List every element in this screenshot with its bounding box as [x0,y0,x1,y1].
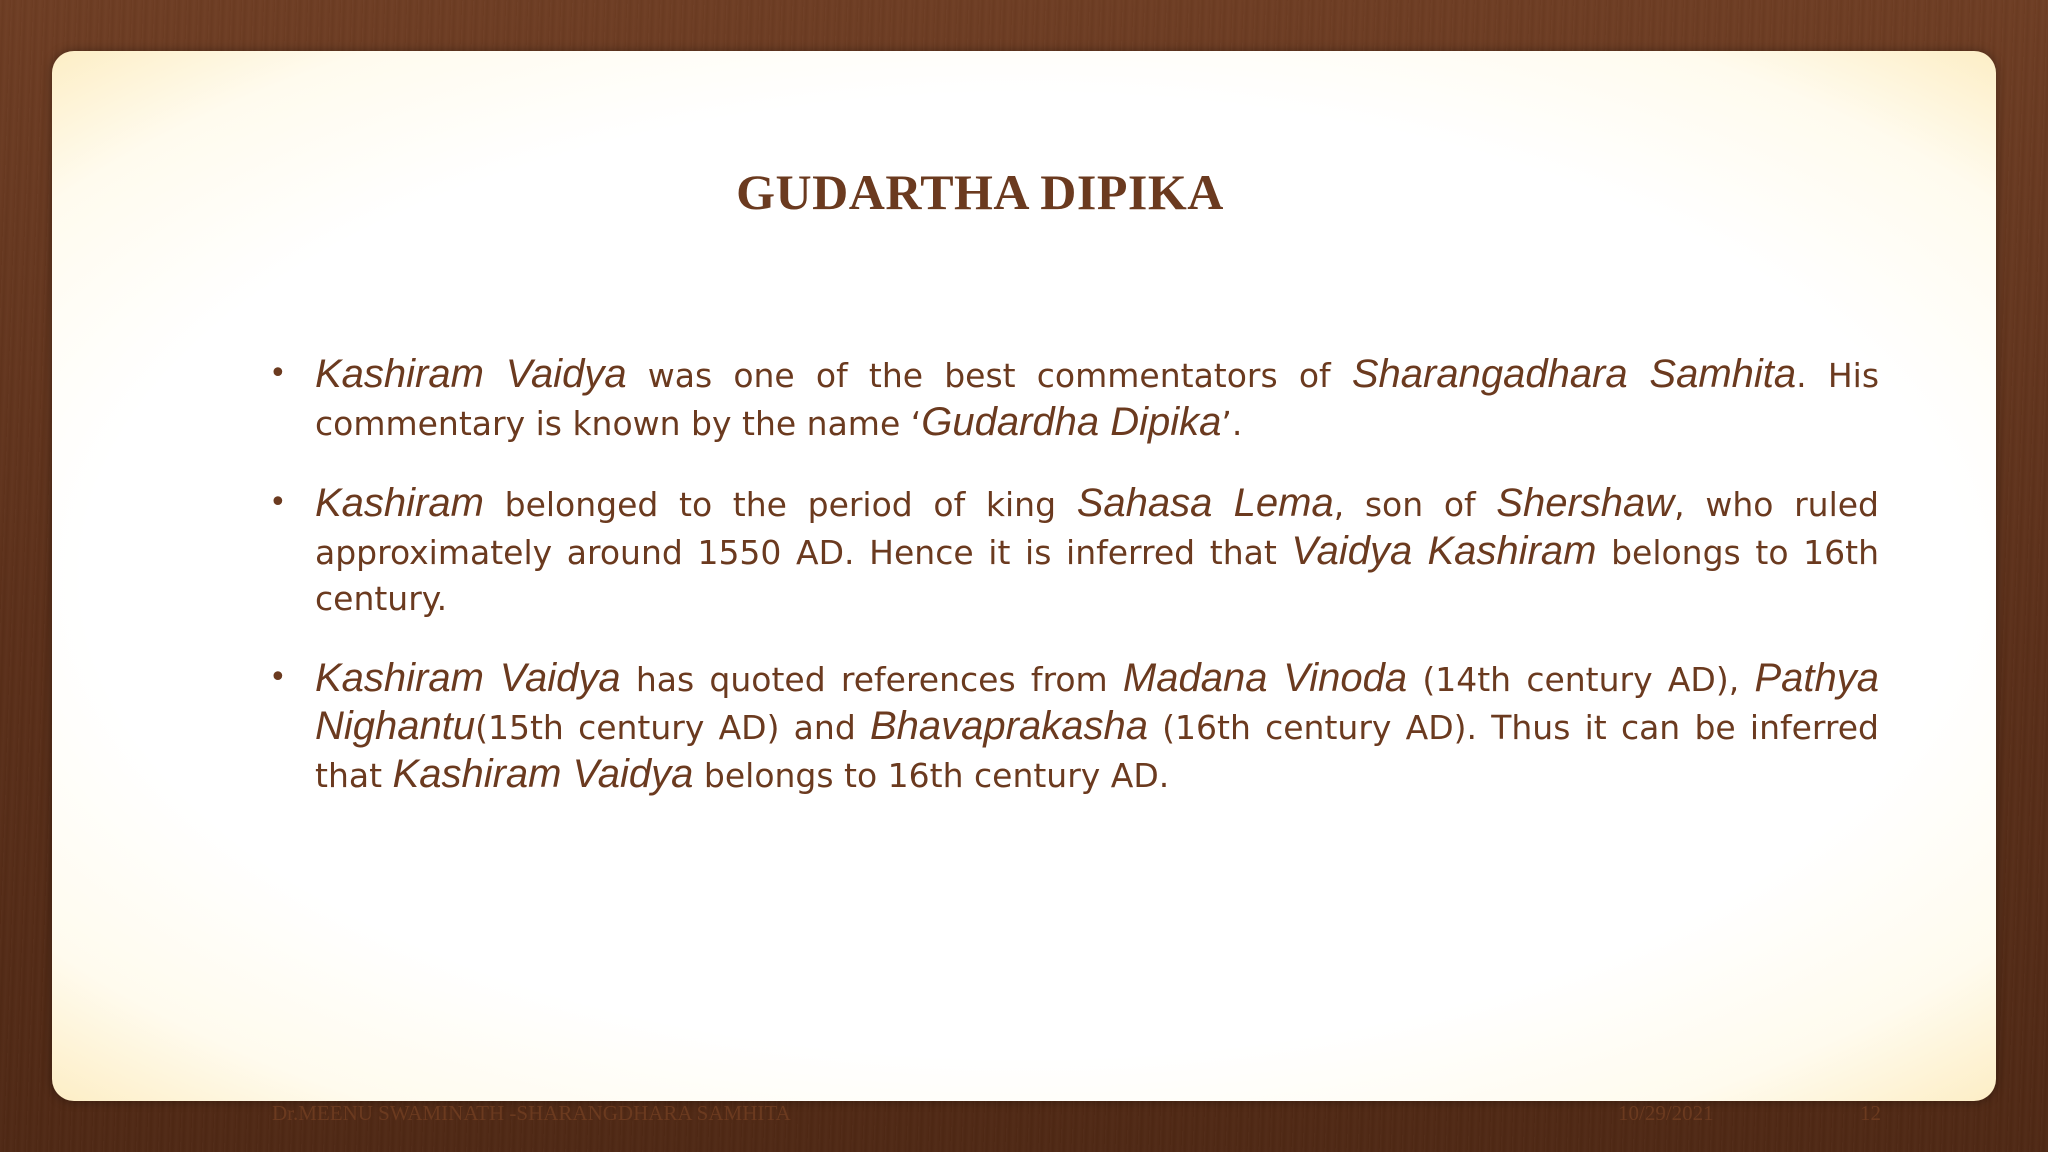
bullet-text [315,656,1879,796]
text-segment: was one of the best commentators of [626,356,1352,395]
text-segment: belongs to 16th century. [315,533,1879,618]
bullet-item [265,655,1879,799]
text-segment: Kashiram Vaidya [392,752,694,796]
text-segment: has quoted references from [620,660,1123,699]
bullet-text [315,481,1879,618]
text-segment: Kashiram [315,481,484,525]
text-segment: ’. [1221,404,1243,443]
bullet-list [265,351,1879,832]
bullet-text [315,352,1880,444]
bullet-marker: • [269,485,287,520]
slide-title: GUDARTHA DIPIKA [736,164,1224,220]
text-segment: (16th century AD). Thus it can be inferred that [315,708,1879,795]
text-segment: belonged to the period of king [483,485,1077,524]
text-segment: Kashiram Vaidya [315,352,627,396]
bullet-marker: • [269,356,287,391]
text-segment: , who ruled approximately around 1550 AD. Hence it is inferred that [315,485,1879,572]
footer-page-number: 12 [1860,1101,1881,1125]
text-segment: Sharangadhara Samhita [1351,352,1797,396]
text-segment: Shershaw [1496,481,1675,525]
text-segment: Pathya Nighantu [315,656,1879,748]
text-segment: , son of [1333,485,1497,524]
footer-author: Dr.MEENU SWAMINATH -SHARANGDHARA SAMHITA [272,1101,791,1125]
text-segment: . His commentary is known by the name ‘ [315,356,1880,443]
text-segment: (15th century AD) and [475,708,870,747]
text-segment: Vaidya Kashiram [1291,529,1597,573]
bullet-item [265,351,1879,447]
text-segment: Madana Vinoda [1122,656,1408,700]
text-segment: (14th century AD), [1407,660,1755,699]
footer-date: 10/29/2021 [1618,1101,1714,1125]
slide-panel [52,51,1996,1125]
bullet-item [265,480,1879,622]
text-segment: belongs to 16th century AD. [693,756,1170,795]
text-segment: Bhavaprakasha [869,704,1148,748]
text-segment: Kashiram Vaidya [315,656,621,700]
bullet-marker: • [269,660,287,695]
text-segment: Sahasa Lema [1076,481,1334,525]
text-segment: Gudardha Dipika [921,400,1222,444]
